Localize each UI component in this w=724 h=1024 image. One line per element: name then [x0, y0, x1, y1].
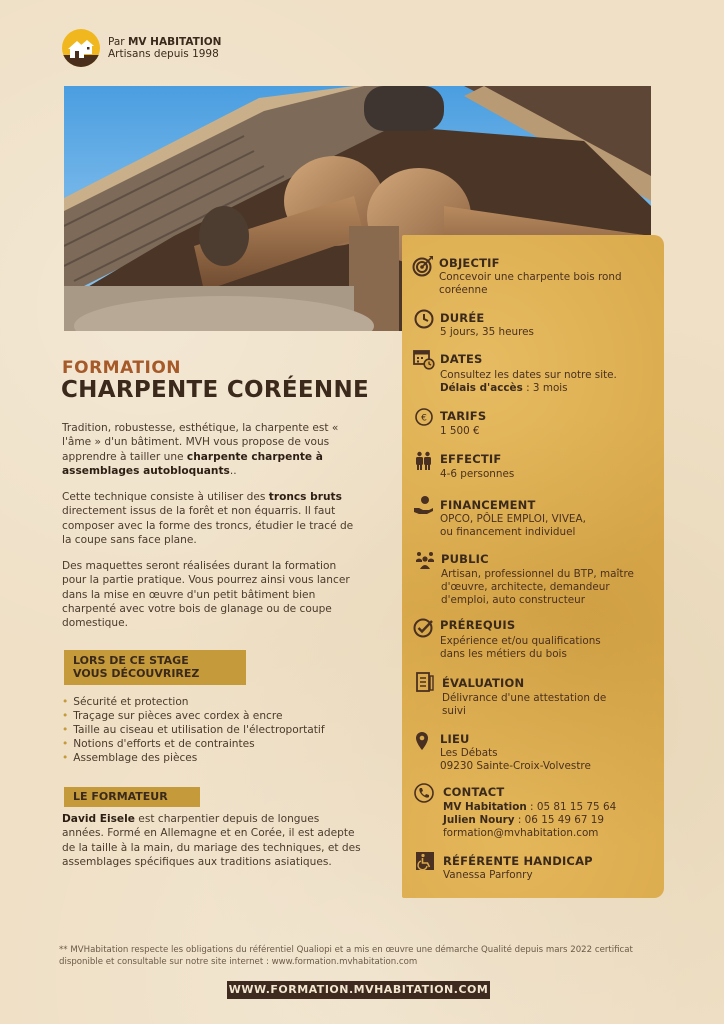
people-icon: [414, 451, 436, 473]
wheelchair-icon: [416, 852, 438, 874]
intro-paragraph-3: Des maquettes seront réalisées durant la formation pour la partie pratique. Vous pourrez ainsi vous lancer dans la mise en œuvre d'un petit bâtiment bien charpenté avec votre bois de glanage ou de coupe domestique.: [62, 560, 350, 630]
phone-icon: [413, 782, 435, 804]
stage-list: [62, 695, 325, 765]
list-item: • Taille au ciseau et utilisation de l'électroportatif: [62, 723, 325, 737]
list-item: • Notions d'efforts et de contraintes: [62, 737, 325, 751]
house-logo-icon: [62, 29, 100, 67]
check-circle-icon: [413, 617, 435, 639]
target-icon: [412, 255, 434, 277]
page-title: CHARPENTE CORÉENNE: [61, 377, 370, 403]
map-pin-icon: [414, 731, 436, 753]
trainer-name: David Eisele: [62, 813, 135, 825]
website-link[interactable]: WWW.FORMATION.MVHABITATION.COM: [227, 981, 490, 999]
svg-text:€: €: [421, 413, 427, 424]
brand-header: [62, 29, 221, 67]
list-item: • Assemblage des pièces: [62, 751, 325, 765]
stage-section-tag: LORS DE CE STAGE VOUS DÉCOUVRIREZ: [64, 650, 246, 685]
intro-paragraph-2: Cette technique consiste à utiliser des troncs bruts directement issus de la forêt et non équarris. Il faut composer avec la forme des troncs, étudier le tracé de la coupe sans face plane.: [62, 491, 354, 546]
euro-icon: [414, 407, 436, 429]
brand-tagline: Artisans depuis 1998: [108, 48, 219, 60]
trainer-section-tag: LE FORMATEUR: [64, 787, 200, 807]
intro-bold-charpente: charpente charpente à assemblages autobloquants: [62, 450, 323, 477]
brand-name: MV HABITATION: [127, 36, 222, 48]
calendar-clock-icon: [413, 348, 435, 370]
hand-coin-icon: [413, 495, 435, 517]
document-icon: [415, 672, 437, 694]
clock-icon: [413, 308, 435, 330]
contact-email-link[interactable]: formation@mvhabitation.com: [443, 827, 599, 839]
brand-prefix: Par: [108, 36, 128, 48]
list-item: • Sécurité et protection: [62, 695, 325, 709]
formation-label: FORMATION: [62, 358, 182, 378]
trainer-bio: David Eisele est charpentier depuis de longues années. Formé en Allemagne et en Corée, il est adepte de la taille à la main, du mariage des techniques, et des assemblages spécifiques aux traditions asiatiques.: [62, 813, 361, 868]
list-item: • Traçage sur pièces avec cordex à encre: [62, 709, 325, 723]
group-icon: [415, 551, 437, 573]
info-card: OBJECTIF Concevoir une charpente bois rond coréenne DURÉE 5 jours, 35 heures DATES Consultez les dates sur notre site. Délais d'accès : 3 mois € TARIFS 1 500 € EFFECTIF 4-6 personnes FINANCEMENT OPCO, PÔLE EMPLOI, VIVEA, ou financement individuel PUBLIC Artisan, professionnel du BTP, maître d'œuvre, architecte, demandeur d'emploi, auto constructeur PRÉREQUIS Expérience et/ou qualifications dans les métiers du bois ÉVALUATION Délivrance d'une attestation de suivi LIEU Les Débats 09230 Sainte-Croix-Volvestre CONTACT MV Habitation : 05 81 15 75 64 Julien Noury : 06 15 49 67 19 formation@mvhabitation.com RÉFÉRENTE HANDICAP Vanessa Parfonry: [402, 235, 664, 898]
intro-paragraph-1: Tradition, robustesse, esthétique, la charpente est « l'âme » d'un bâtiment. MVH vous propose de vous apprendre à tailler une charpente charpente à assemblages autobloquants..: [62, 422, 339, 477]
qualiopi-footnote: ** MVHabitation respecte les obligations du référentiel Qualiopi et a mis en œuvre une démarche Qualité depuis mars 2022 certificat disponible et consultable sur notre site internet : www.formation.mvhabitation.com: [59, 945, 633, 967]
intro-bold-troncs: troncs bruts: [268, 491, 342, 503]
